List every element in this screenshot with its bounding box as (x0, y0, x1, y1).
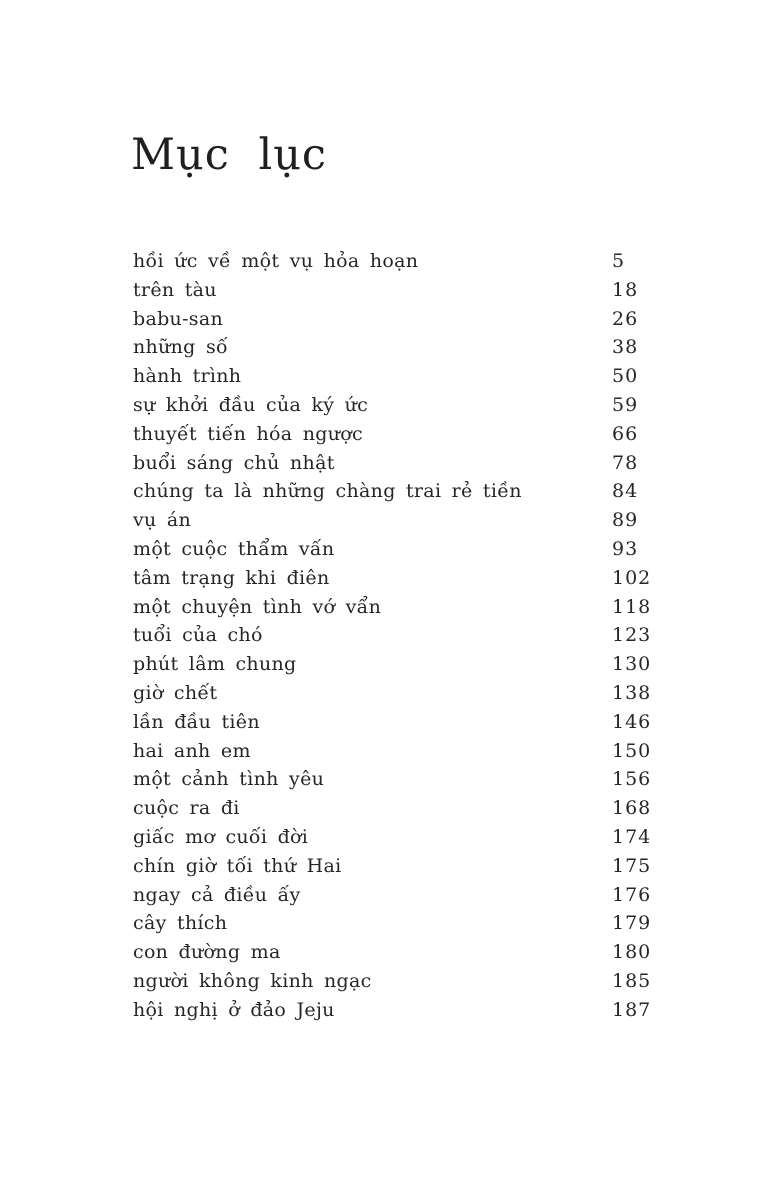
toc-entry-title: một cảnh tình yêu (133, 768, 325, 791)
toc-entry-page-number: 185 (612, 969, 652, 992)
toc-entry-page-number: 118 (612, 595, 652, 618)
toc-entry-title: sự khởi đầu của ký ức (133, 393, 369, 416)
toc-entry-page-number: 180 (612, 941, 652, 964)
toc-entry (133, 967, 678, 996)
toc-entry (133, 506, 678, 535)
toc-entry (133, 679, 678, 708)
toc-entry-title: giấc mơ cuối đời (133, 825, 309, 848)
toc-entry (133, 535, 678, 564)
toc-entry (133, 708, 678, 737)
toc-entry-title: cuộc ra đi (133, 797, 240, 820)
toc-entry-page-number: 84 (612, 480, 639, 503)
toc-entry-page-number: 138 (612, 681, 652, 704)
toc-entry-title: chín giờ tối thứ Hai (133, 854, 342, 877)
toc-entry-title: hai anh em (133, 739, 251, 762)
toc-entry (133, 593, 678, 622)
toc-entry-title: thuyết tiến hóa ngược (133, 422, 363, 445)
toc-entry (133, 737, 678, 766)
toc-entry (133, 305, 678, 334)
toc-entry-page-number: 176 (612, 883, 652, 906)
toc-entry (133, 564, 678, 593)
toc-entry (133, 938, 678, 967)
toc-entry (133, 276, 678, 305)
toc-entry-title: giờ chết (133, 681, 218, 704)
toc-entry-title: tâm trạng khi điên (133, 566, 330, 589)
toc-entry-page-number: 187 (612, 998, 652, 1021)
toc-entry-page-number: 50 (612, 365, 639, 388)
toc-entry-title: vụ án (133, 509, 192, 532)
toc-entry (133, 765, 678, 794)
toc-entry (133, 247, 678, 276)
toc-entry (133, 650, 678, 679)
toc-entry-title: phút lâm chung (133, 653, 297, 676)
toc-entry (133, 794, 678, 823)
toc-entry (133, 852, 678, 881)
toc-list (133, 247, 678, 1025)
toc-entry (133, 391, 678, 420)
toc-entry-title: tuổi của chó (133, 624, 263, 647)
toc-entry-page-number: 93 (612, 537, 639, 560)
toc-entry-page-number: 102 (612, 566, 652, 589)
toc-entry-page-number: 123 (612, 624, 652, 647)
toc-entry (133, 449, 678, 478)
toc-entry-title: babu-san (133, 307, 224, 330)
toc-entry-title: hồi ức về một vụ hỏa hoạn (133, 250, 419, 272)
toc-entry (133, 477, 678, 506)
page-title: Mục lục (131, 130, 328, 180)
toc-entry-title: trên tàu (133, 278, 217, 301)
toc-entry (133, 996, 678, 1025)
toc-entry-title: người không kinh ngạc (133, 969, 372, 992)
toc-entry-page-number: 38 (612, 336, 639, 359)
toc-entry-title: cây thích (133, 912, 228, 935)
toc-entry (133, 362, 678, 391)
toc-entry-page-number: 130 (612, 653, 652, 676)
toc-entry-page-number: 174 (612, 825, 652, 848)
toc-entry-title: một cuộc thẩm vấn (133, 537, 335, 560)
toc-entry-title: lần đầu tiên (133, 710, 260, 733)
toc-entry (133, 420, 678, 449)
toc-entry-page-number: 5 (612, 250, 626, 272)
toc-entry-page-number: 146 (612, 710, 652, 733)
toc-entry (133, 909, 678, 938)
toc-entry-page-number: 78 (612, 451, 639, 474)
toc-entry (133, 823, 678, 852)
toc-entry-page-number: 66 (612, 422, 639, 445)
toc-entry (133, 881, 678, 910)
toc-entry-page-number: 156 (612, 768, 652, 791)
toc-entry-title: hành trình (133, 365, 242, 388)
toc-entry-page-number: 59 (612, 393, 639, 416)
toc-entry-title: con đường ma (133, 941, 281, 964)
toc-entry (133, 621, 678, 650)
toc-entry-title: ngay cả điều ấy (133, 883, 301, 906)
toc-entry (133, 333, 678, 362)
toc-entry-page-number: 175 (612, 854, 652, 877)
toc-entry-title: hội nghị ở đảo Jeju (133, 998, 335, 1021)
toc-entry-page-number: 26 (612, 307, 639, 330)
toc-entry-title: một chuyện tình vớ vẩn (133, 595, 382, 618)
toc-entry-title: những số (133, 336, 228, 359)
toc-entry-page-number: 89 (612, 509, 639, 532)
toc-entry-title: chúng ta là những chàng trai rẻ tiền (133, 480, 522, 503)
toc-entry-page-number: 18 (612, 278, 639, 301)
toc-entry-title: buổi sáng chủ nhật (133, 451, 335, 474)
toc-entry-page-number: 179 (612, 912, 652, 935)
toc-entry-page-number: 150 (612, 739, 652, 762)
toc-entry-page-number: 168 (612, 797, 652, 820)
